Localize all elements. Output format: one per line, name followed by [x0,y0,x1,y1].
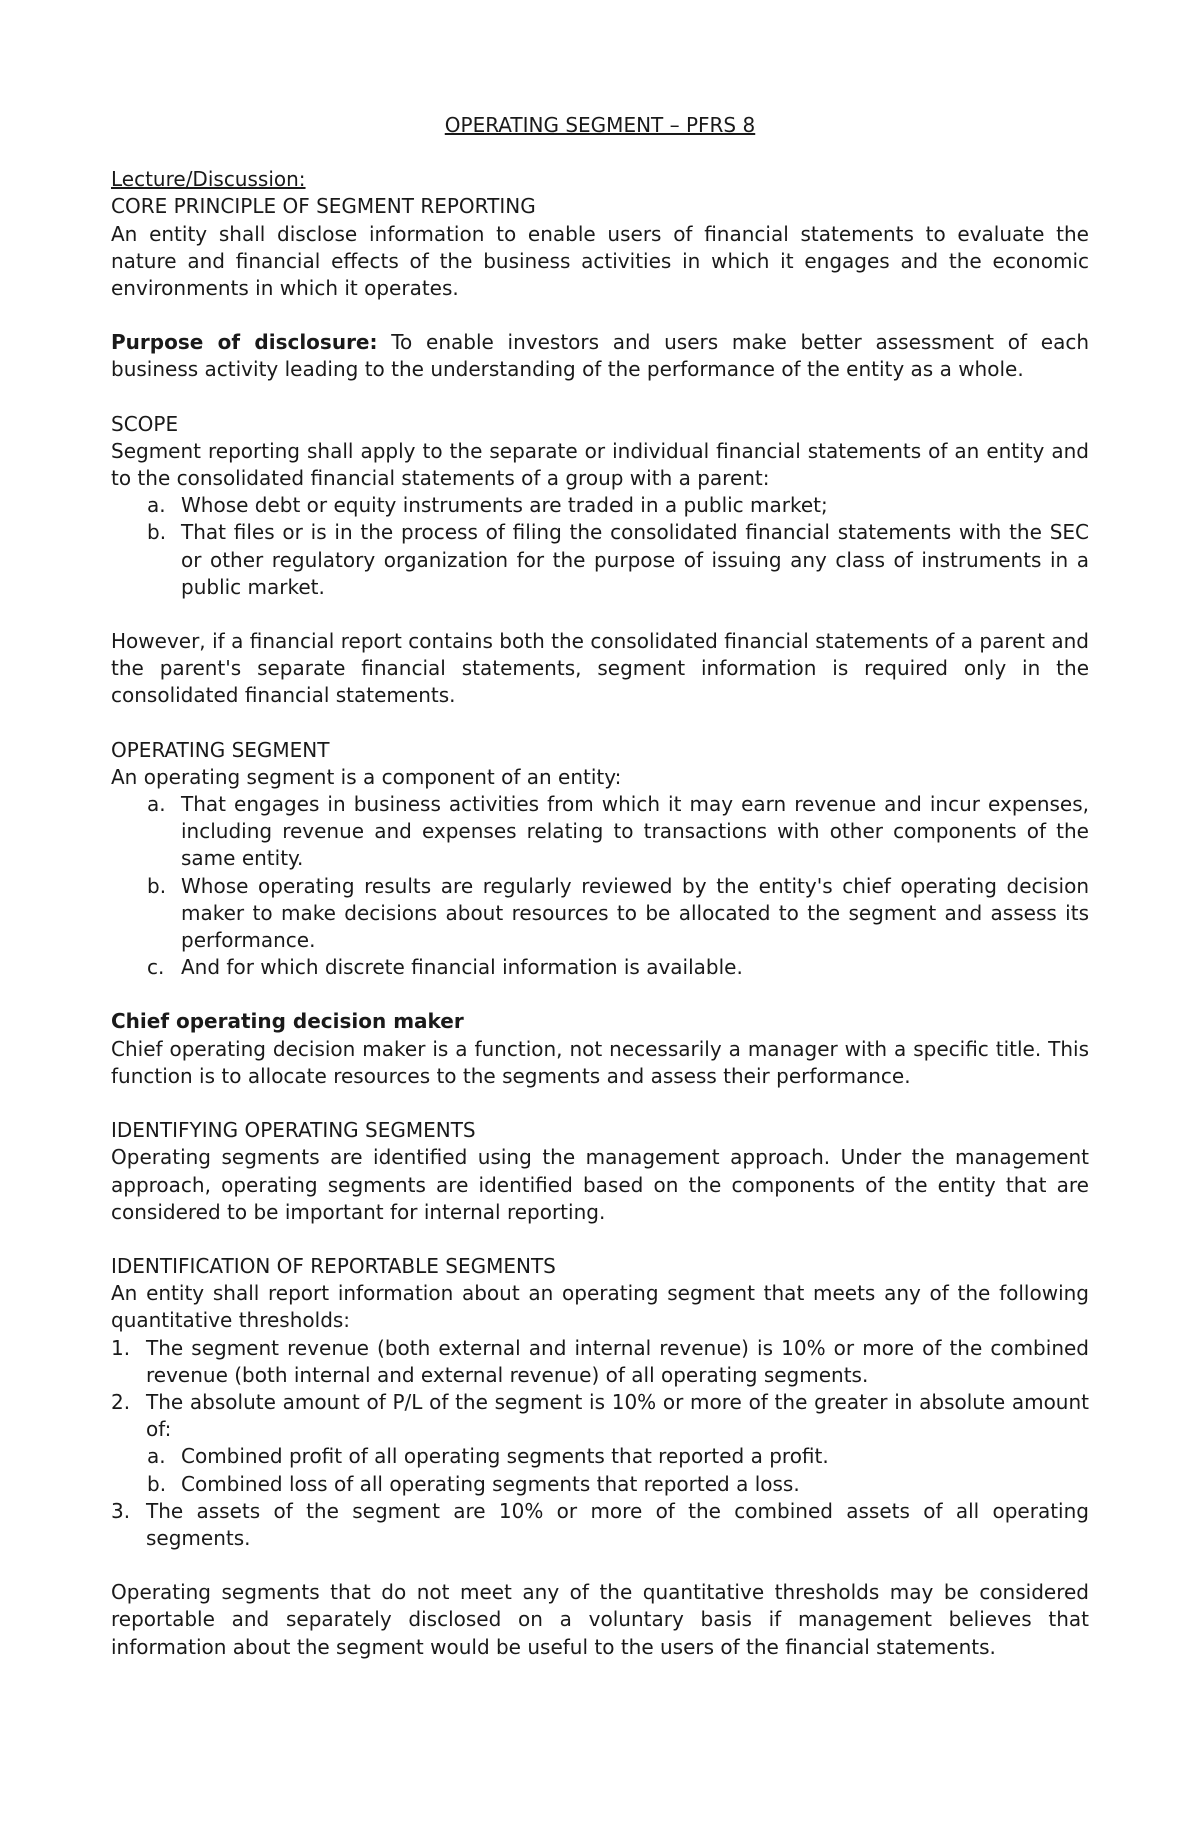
list-item-text: Combined loss of all operating segments that reported a loss. [181,1471,800,1496]
list-marker: b. [147,1471,167,1496]
list-marker: 3. [111,1498,131,1523]
list-item [111,954,1089,981]
page-title: OPERATING SEGMENT – PFRS 8 [444,113,756,137]
gap [111,384,1089,411]
list-marker: 2. [111,1389,131,1414]
purpose-paragraph [111,329,1089,383]
gap [111,1226,1089,1253]
list-item-text: Whose debt or equity instruments are traded in a public market; [181,493,828,518]
list-item-text: Combined profit of all operating segments that reported a profit. [181,1444,829,1469]
list-item [111,1443,1089,1470]
scope-however: However, if a financial report contains both the consolidated financial statements of a parent and the parent's separate financial statements, segment information is required only in the consolidated financial statements. [111,629,1089,708]
codm-heading: Chief operating decision maker [111,1009,464,1034]
list-item-text: And for which discrete financial information is available. [181,955,743,980]
operating-segment-heading: OPERATING SEGMENT [111,737,330,762]
core-principle-heading: CORE PRINCIPLE OF SEGMENT REPORTING [111,194,536,219]
list-item [111,791,1089,873]
list-item-text: That engages in business activities from which it may earn revenue and incur expenses, including revenue and expenses relating to transactions with other components of the same entity. [181,792,1089,871]
list-item [111,873,1089,955]
reportable-intro: An entity shall report information about an operating segment that meets any of the following quantitative thresholds: [111,1281,1089,1333]
operating-segment-intro: An operating segment is a component of an entity: [111,764,622,789]
list-item-text: The absolute amount of P/L of the segment is 10% or more of the greater in absolute amount of: [146,1389,1089,1442]
reportable-list [111,1335,1089,1444]
list-item-text: The segment revenue (both external and internal revenue) is 10% or more of the combined revenue (both internal and external revenue) of all operating segments. [146,1335,1089,1387]
list-marker: b. [147,873,167,898]
document-page [111,112,1089,1661]
core-principle-text: An entity shall disclose information to enable users of financial statements to evaluate the nature and financial effects of the business activities in which it engages and the economic environments in which it operates. [111,221,1089,301]
list-marker: a. [147,493,166,518]
list-item-text: That files or is in the process of filing the consolidated financial statements with the SEC or other regulatory organization for the purpose of issuing any class of instruments in a public market. [181,520,1089,599]
list-marker: b. [147,520,167,545]
reportable-closing: Operating segments that do not meet any of the quantitative thresholds may be considered reportable and separately disclosed on a voluntary basis if management believes that information about the segment would be useful to the users of the financial statements. [111,1580,1089,1659]
identifying-heading: IDENTIFYING OPERATING SEGMENTS [111,1118,476,1143]
list-marker: a. [147,1444,166,1469]
gap [111,710,1089,737]
list-item-text: The assets of the segment are 10% or more of the combined assets of all operating segments. [146,1498,1089,1550]
list-item [111,1471,1089,1498]
list-item [111,492,1089,519]
list-marker: 1. [111,1335,131,1360]
reportable-sub-list [111,1443,1089,1497]
list-marker: c. [147,955,165,980]
scope-intro: Segment reporting shall apply to the separate or individual financial statements of an entity and to the consolidated financial statements of a group with a parent: [111,438,1089,491]
scope-heading: SCOPE [111,411,179,436]
reportable-list-continued [111,1498,1089,1552]
list-item-text: Whose operating results are regularly reviewed by the entity's chief operating decision maker to make decisions about resources to be allocated to the segment and assess its performance. [181,873,1089,953]
purpose-label: Purpose of disclosure: [111,330,378,355]
lecture-label: Lecture/Discussion: [111,167,306,192]
gap [111,1552,1089,1579]
gap [111,981,1089,1008]
list-item [111,1498,1089,1552]
list-item [111,1389,1089,1443]
spacer [111,139,1089,166]
scope-list [111,492,1089,601]
identifying-text: Operating segments are identified using the management approach. Under the management approach, operating segments are identified based on the components of the entity that are considered to be important for internal reporting. [111,1145,1089,1224]
list-item [111,519,1089,601]
gap [111,1090,1089,1117]
operating-segment-list [111,791,1089,981]
reportable-heading: IDENTIFICATION OF REPORTABLE SEGMENTS [111,1253,556,1278]
gap [111,601,1089,628]
list-marker: a. [147,792,166,817]
purpose-text: To enable investors and users make better assessment of each business activity leading to the understanding of the performance of the entity as a whole. [111,330,1089,382]
list-item [111,1335,1089,1389]
codm-text: Chief operating decision maker is a function, not necessarily a manager with a specific title. This function is to allocate resources to the segments and assess their performance. [111,1036,1089,1088]
gap [111,302,1089,329]
